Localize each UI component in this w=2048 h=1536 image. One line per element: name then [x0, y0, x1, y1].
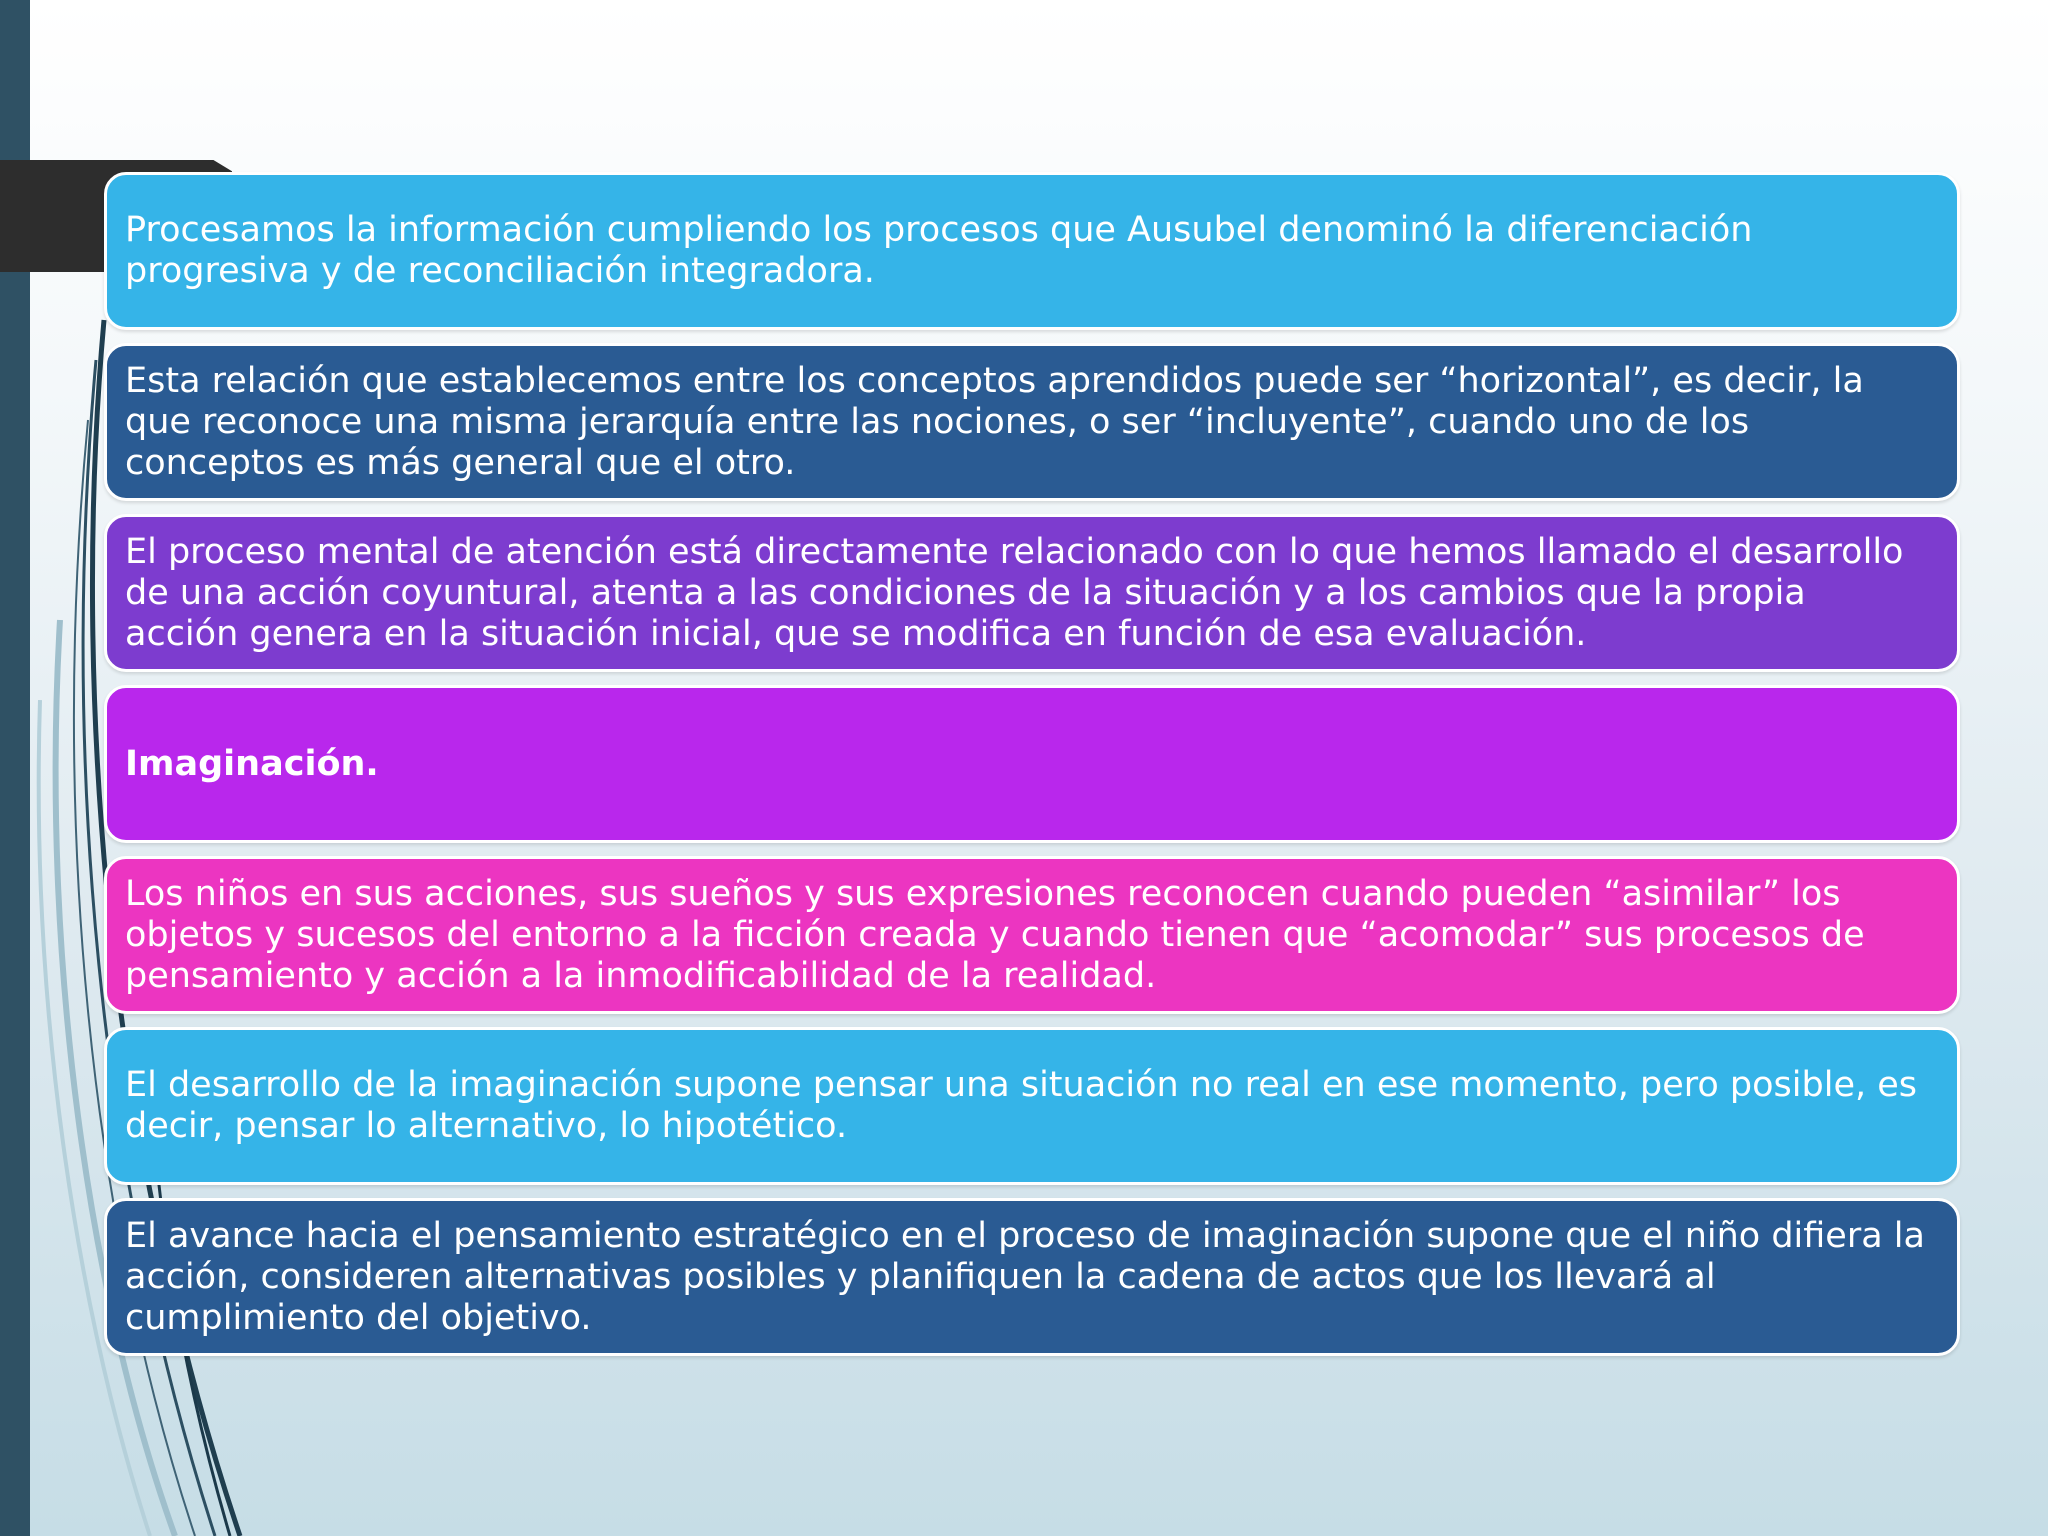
- list-item-text: Los niños en sus acciones, sus sueños y sus expresiones reconocen cuando pueden “asimilar” los objetos y sucesos del entorno a la ficción creada y cuando tienen que “acomodar” sus procesos de pensamiento y acción a la inmodificabilidad de la realidad.: [125, 873, 1865, 996]
- list-item-text: El proceso mental de atención está directamente relacionado con lo que hemos llamado el desarrollo de una acción coyuntural, atenta a las condiciones de la situación y a los cambios que la propia acción genera en la situación inicial, que se modifica en función de esa evaluación.: [125, 531, 1904, 654]
- list-item: [104, 172, 1960, 330]
- content-list: [104, 172, 1960, 1369]
- heading-text: Imaginación.: [125, 743, 379, 784]
- list-item: [104, 1198, 1960, 1356]
- list-item: [104, 856, 1960, 1014]
- list-item-text: El avance hacia el pensamiento estratégico en el proceso de imaginación supone que el niño difiera la acción, consideren alternativas posibles y planifiquen la cadena de actos que los llevará al cumplimiento del objetivo.: [125, 1215, 1925, 1338]
- list-item-text: Esta relación que establecemos entre los conceptos aprendidos puede ser “horizontal”, es decir, la que reconoce una misma jerarquía entre las nociones, o ser “incluyente”, cuando uno de los conceptos es más general que el otro.: [125, 360, 1864, 483]
- list-item: [104, 1027, 1960, 1185]
- list-item-text: Procesamos la información cumpliendo los procesos que Ausubel denominó la diferenciación progresiva y de reconciliación integradora.: [125, 210, 1753, 291]
- list-item: [104, 514, 1960, 672]
- list-item-heading: [104, 685, 1960, 843]
- list-item: [104, 343, 1960, 501]
- list-item-text: El desarrollo de la imaginación supone pensar una situación no real en ese momento, pero posible, es decir, pensar lo alternativo, lo hipotético.: [125, 1065, 1917, 1146]
